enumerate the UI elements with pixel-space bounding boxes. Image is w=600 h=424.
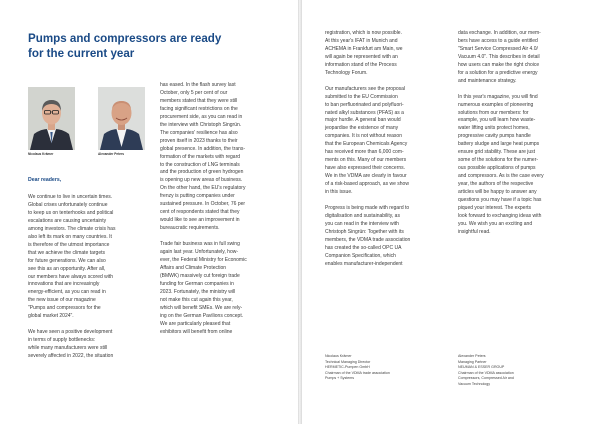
- body-text-line: and the production of green hydrogen: [160, 169, 244, 176]
- body-text-line: ous possible applications of pumps: [458, 165, 536, 172]
- signature-line: Alexander Peters: [458, 354, 486, 358]
- body-text-line: Affairs and Climate Protection: [160, 264, 227, 271]
- body-text-line: of a risk-based approach, as we show: [325, 181, 409, 188]
- signature-line: NEUMAN & ESSER GROUP: [458, 365, 505, 370]
- signature-line: Nicolaus Krämer: [325, 354, 352, 358]
- body-text-line: exhibitors will benefit from online: [160, 328, 233, 335]
- body-text-line: numerous examples of pioneering: [458, 101, 534, 108]
- body-text-line: submitted to the EU Commission: [325, 93, 398, 100]
- body-text-line: sustained pressure. In October, 76 per: [160, 201, 246, 208]
- body-text-line: which will benefit SMEs. We are rely-: [160, 304, 243, 311]
- body-text-line: example, you will learn how waste-: [458, 117, 536, 124]
- body-text-line: We continue to live in uncertain times.: [28, 194, 113, 200]
- body-text-line: ACHEMA in Frankfurt am Main, we: [325, 45, 403, 52]
- body-text-line: October, only 5 per cent of our: [160, 89, 228, 96]
- body-text-line: global presence. In addition, the trans-: [160, 145, 246, 152]
- body-text-line: some of the solutions for the numer-: [458, 157, 539, 164]
- body-text-line: again last year. Unfortunately, how-: [160, 249, 239, 255]
- body-text-line: At this year's IFAT in Munich and: [325, 37, 398, 44]
- text-column-3: [325, 30, 410, 269]
- body-text-line: Technology Forum.: [325, 69, 368, 76]
- body-text-line: and maintenance strategy.: [458, 77, 517, 84]
- body-text-line: to the construction of LNG terminals: [160, 161, 240, 168]
- body-text-line: (BMWK) massively cut foreign trade: [160, 272, 240, 279]
- body-text-line: The companies' resilience has also: [160, 129, 238, 136]
- body-text-line: facing significant restrictions on the: [160, 105, 238, 112]
- portrait-photo-kraemer: [28, 87, 75, 150]
- signature-block-kraemer: [325, 354, 390, 382]
- body-text-line: Global crises unfortunately continue: [28, 201, 108, 208]
- body-text-line: frenzy is putting companies under: [160, 193, 235, 200]
- paragraph-gap: [325, 78, 410, 86]
- body-text-line: members, the VDMA trade association: [325, 236, 411, 243]
- body-text-line: "Smart Service Compressed Air 4.0/: [458, 45, 538, 52]
- body-text-line: bers have access to a guide entitled: [458, 37, 538, 44]
- body-text-line: procurement side, as you can read in: [160, 113, 243, 120]
- body-text-line: how users can make the right choice: [458, 61, 540, 68]
- body-text-line: articles will be happy to answer any: [458, 189, 537, 196]
- body-text-line: would like to see an improvement in: [160, 217, 240, 224]
- photo-caption-kraemer: Nicolaus Krämer: [28, 152, 54, 156]
- body-text-line: piqued your interest. The experts: [458, 204, 532, 211]
- body-text-line: 2023. Fortunately, the ministry will: [160, 288, 236, 295]
- body-text-line: that the European Chemicals Agency: [325, 141, 408, 148]
- body-text-line: Companion Specification, which: [325, 252, 396, 259]
- body-text-line: We in the VDMA are clearly in favour: [325, 173, 407, 180]
- signature-block-peters: [458, 354, 514, 388]
- body-text-line: and compressors. As is the case every: [458, 173, 544, 180]
- text-column-1: [28, 194, 115, 361]
- photo-caption-peters: Alexander Peters: [98, 152, 125, 156]
- body-text-line: our members have always scored with: [28, 273, 114, 280]
- body-text-line: escalations are causing uncertainty: [28, 217, 107, 224]
- body-text-line: information stand of the Process: [325, 61, 397, 68]
- body-text-line: severely affected in 2022, the situation: [28, 353, 114, 360]
- body-text-line: funding for German companies in: [160, 280, 234, 287]
- text-column-2: [160, 82, 247, 336]
- body-text-line: energy-efficient, as you can read in: [28, 289, 106, 296]
- body-text-line: Our manufacturers see the proposal: [325, 85, 406, 92]
- body-text-line: jeopardise the existence of many: [325, 125, 399, 132]
- body-text-line: digitalisation and sustainability, as: [325, 212, 400, 219]
- signature-line: Chairman of the VDMA association: [458, 370, 514, 375]
- portrait-photo-peters: [98, 87, 145, 150]
- signature-line: Pumps + Systems: [325, 376, 355, 381]
- body-text-line: is therefore of the utmost importance: [28, 241, 110, 248]
- body-text-line: also left its mark on many countries. It: [28, 233, 112, 240]
- body-text-line: ensure grid stability. These are just: [458, 149, 536, 156]
- signature-line: Chairman of the VDMA trade association: [325, 370, 390, 375]
- paragraph-gap: [458, 86, 544, 94]
- body-text-line: is opening up new areas of business.: [160, 177, 243, 184]
- body-text-line: year, the authors of the respective: [458, 181, 534, 188]
- body-text-line: that we achieve the climate targets: [28, 249, 105, 256]
- body-text-line: ments on this. Many of our members: [325, 157, 407, 164]
- paragraph-gap: [28, 321, 115, 329]
- body-text-line: On the other hand, the EU's regulatory: [160, 185, 246, 192]
- body-text-line: ever, the Federal Ministry for Economic: [160, 256, 247, 263]
- body-text-line: battery sludge and large heat pumps: [458, 141, 540, 148]
- body-text-line: progressive cavity pumps handle: [458, 133, 531, 140]
- body-text-line: not make this cut again this year,: [160, 296, 233, 303]
- body-text-line: among investors. The climate crisis has: [28, 225, 116, 232]
- signature-line: HERMETIC-Pumpen GmbH: [325, 365, 370, 370]
- body-text-line: innovations that are increasingly: [28, 281, 100, 288]
- body-text-line: to keep us on tenterhooks and political: [28, 209, 114, 216]
- body-text-line: enables manufacturer-independent: [325, 260, 403, 267]
- body-text-line: data exchange. In addition, our mem-: [458, 30, 541, 36]
- signature-line: Technical Managing Director: [325, 359, 371, 364]
- body-text-line: registration, which is now possible.: [325, 30, 402, 36]
- body-text-line: In this year's magazine, you will find: [458, 93, 538, 100]
- salutation: Dear readers,: [28, 177, 62, 183]
- body-text-line: for a solution for a predictive energy: [458, 69, 538, 76]
- body-text-line: Trade fair business was in full swing: [160, 241, 240, 248]
- body-text-line: nated alkyl substances (PFAS) as a: [325, 109, 404, 116]
- body-text-line: bureaucratic requirements.: [160, 225, 220, 232]
- body-text-line: has received more than 6,000 com-: [325, 149, 404, 156]
- body-text-line: look forward to exchanging ideas with: [458, 212, 542, 219]
- body-text-line: Christoph Singrün: Together with its: [325, 228, 404, 235]
- signature-line: Compressors, Compressed Air and: [458, 376, 514, 381]
- body-text-line: the interview with Christoph Singrün.: [160, 121, 242, 128]
- body-text-line: has created the so-called OPC UA: [325, 244, 402, 251]
- body-text-line: proven itself in 2023 thanks to their: [160, 137, 238, 144]
- body-text-line: see this as an opportunity. After all,: [28, 265, 106, 272]
- body-text-line: solutions from our members: for: [458, 109, 529, 116]
- body-text-line: companies. It is not without reason: [325, 133, 402, 140]
- body-text-line: insightful read.: [458, 228, 491, 235]
- body-text-line: in terms of supply bottlenecks:: [28, 337, 96, 344]
- body-text-line: "Pumps and compressors for the: [28, 305, 101, 312]
- article-title: Pumps and compressors are ready for the current year: [28, 32, 222, 60]
- body-text-line: you. We wish you an exciting and: [458, 220, 533, 227]
- body-text-line: cent of respondents stated that they: [160, 209, 240, 216]
- body-text-line: will again be represented with an: [325, 53, 398, 60]
- body-text-line: you can read in the interview with: [325, 220, 399, 227]
- signature-line: Vacuum Technology: [458, 381, 491, 386]
- body-text-line: Vacuum 4.0". This describes in detail: [458, 53, 540, 60]
- body-text-line: major hurdle. A general ban would: [325, 117, 401, 124]
- paragraph-gap: [160, 233, 247, 241]
- paragraph-gap: [325, 197, 410, 205]
- body-text-line: in this issue.: [325, 189, 353, 196]
- body-text-line: has eased. In the flash survey last: [160, 82, 236, 88]
- body-text-line: water lifting units protect homes,: [458, 125, 530, 132]
- body-text-line: to ban perfluorinated and polyfluori-: [325, 101, 404, 108]
- body-text-line: global market 2024".: [28, 313, 74, 320]
- body-text-line: Progress is being made with regard to: [325, 204, 410, 211]
- body-text-line: while many manufacturers were still: [28, 345, 108, 352]
- body-text-line: We are particularly pleased that: [160, 320, 231, 327]
- body-text-line: for future generations. We can also: [28, 257, 106, 264]
- body-text-line: ing on the German Pavilions concept.: [160, 312, 244, 319]
- body-text-line: have also expressed their concerns.: [325, 165, 406, 172]
- body-text-line: members stated that they were still: [160, 97, 238, 104]
- body-text-line: We have seen a positive development: [28, 329, 113, 336]
- body-text-line: questions you may have if a topic has: [458, 197, 542, 203]
- body-text-line: formation of the markets with regard: [160, 153, 241, 160]
- body-text-line: the new issue of our magazine: [28, 297, 96, 304]
- signature-line: Managing Partner: [458, 359, 487, 364]
- text-column-4: [458, 30, 544, 237]
